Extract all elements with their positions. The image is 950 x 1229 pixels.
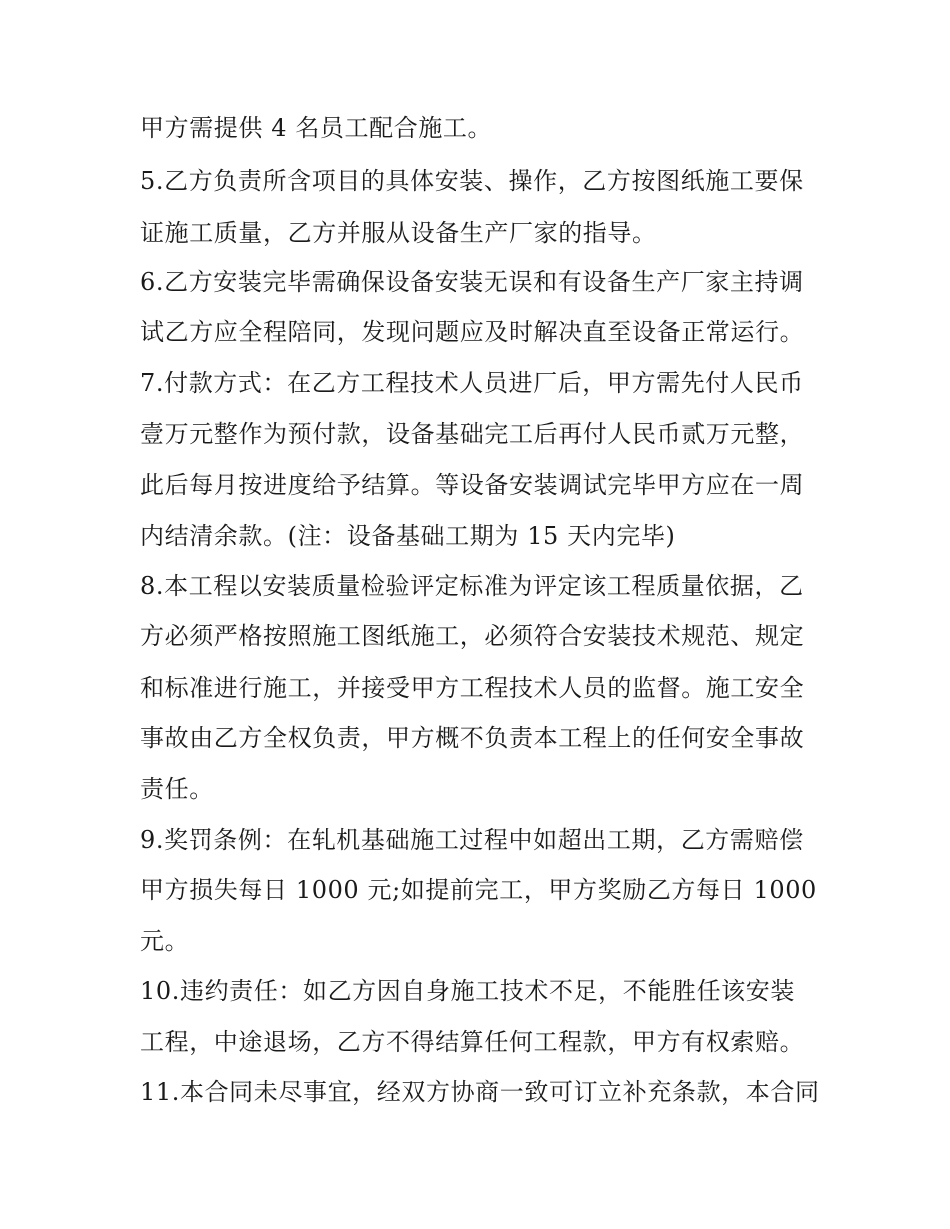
text-line: 9.奖罚条例：在轧机基础施工过程中如超出工期，乙方需赔偿 [140, 826, 804, 854]
text-line: 和标准进行施工，并接受甲方工程技术人员的监督。施工安全 [140, 674, 805, 702]
text-line: 甲方损失每日 1000 元;如提前完工，甲方奖励乙方每日 1000 [140, 876, 817, 904]
text-line: 8.本工程以安装质量检验评定标准为评定该工程质量依据，乙 [140, 572, 804, 600]
text-line: 工程，中途退场，乙方不得结算任何工程款，甲方有权索赔。 [140, 1028, 805, 1056]
text-line: 5.乙方负责所含项目的具体安装、操作，乙方按图纸施工要保 [140, 167, 804, 195]
text-line: 责任。 [140, 775, 214, 803]
text-line: 事故由乙方全权负责，甲方概不负责本工程上的任何安全事故 [140, 724, 805, 752]
text-line: 壹万元整作为预付款，设备基础完工后再付人民币贰万元整， [140, 420, 805, 448]
text-line: 11.本合同未尽事宜，经双方协商一致可订立补充条款，本合同 [140, 1078, 820, 1106]
text-line: 试乙方应全程陪同，发现问题应及时解决直至设备正常运行。 [140, 318, 805, 346]
text-line: 元。 [140, 927, 190, 955]
text-line: 7.付款方式：在乙方工程技术人员进厂后，甲方需先付人民币 [140, 369, 804, 397]
text-line: 内结清余款。(注：设备基础工期为 15 天内完毕) [140, 522, 676, 550]
text-line: 6.乙方安装完毕需确保设备安装无误和有设备生产厂家主持调 [140, 268, 804, 296]
text-line: 甲方需提供 4 名员工配合施工。 [140, 114, 493, 142]
text-line: 此后每月按进度给予结算。等设备安装调试完毕甲方应在一周 [140, 471, 805, 499]
text-line: 10.违约责任：如乙方因自身施工技术不足，不能胜任该安装 [140, 977, 795, 1005]
text-line: 方必须严格按照施工图纸施工，必须符合安装技术规范、规定 [140, 622, 805, 650]
text-line: 证施工质量，乙方并服从设备生产厂家的指导。 [140, 219, 657, 247]
